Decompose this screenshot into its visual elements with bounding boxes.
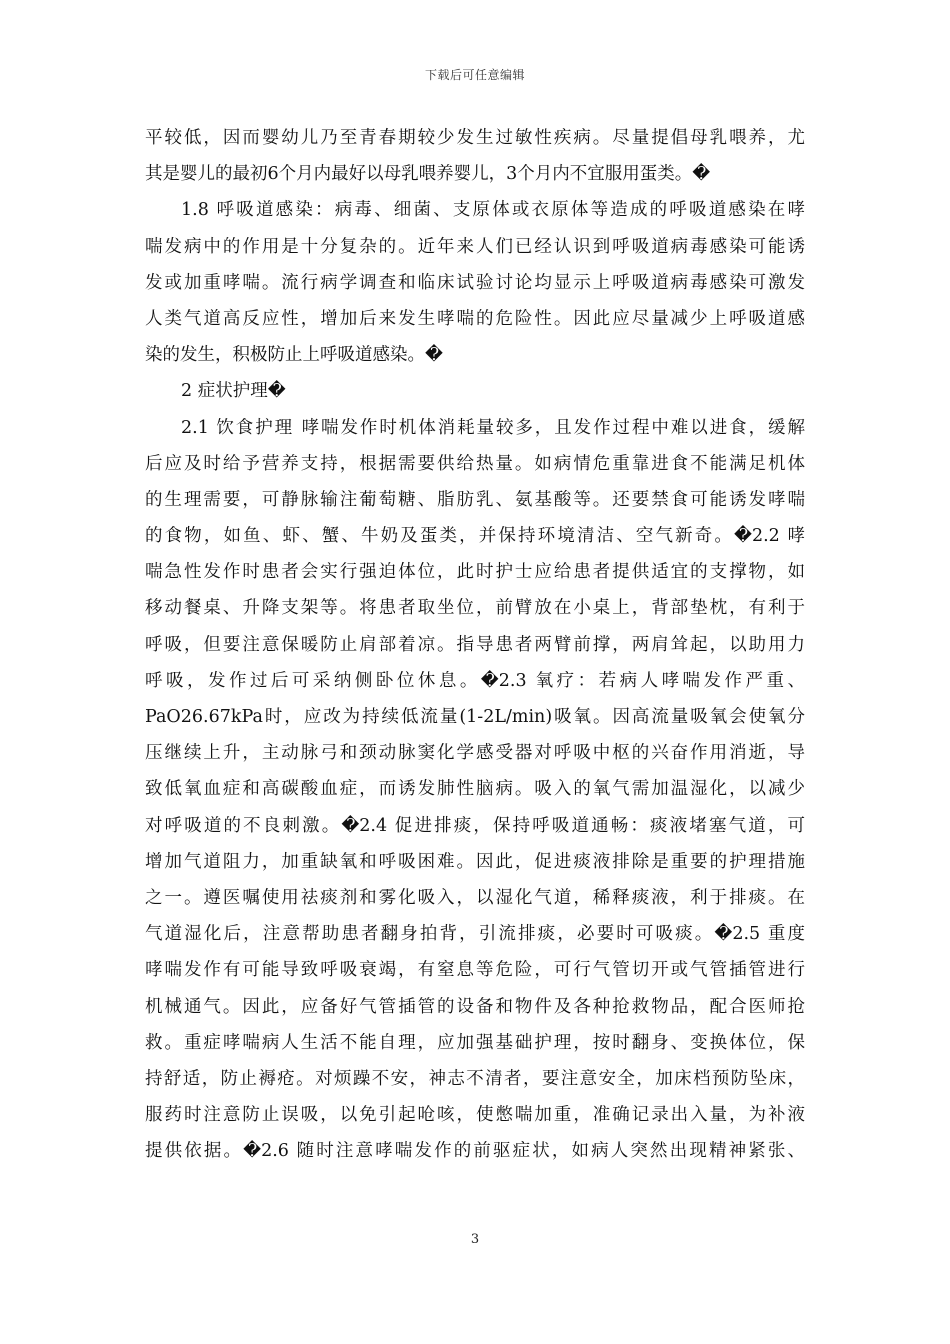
- text-line: 增加气道阻力，加重缺氧和呼吸困难。因此，促进痰液排除是重要的护理措施: [145, 851, 805, 872]
- text-line: 人类气道高反应性，增加后来发生哮喘的危险性。因此应尽量减少上呼吸道感: [145, 308, 805, 329]
- page-number: 3: [470, 1232, 480, 1247]
- text-line: 发或加重哮喘。流行病学调查和临床试验讨论均显示上呼吸道病毒感染可激发: [145, 272, 805, 293]
- text-line: 1.8 呼吸道感染：病毒、细菌、支原体或衣原体等造成的呼吸道感染在哮: [181, 200, 805, 221]
- text-line: 呼吸，但要注意保暖防止肩部着凉。指导患者两臂前撑，两肩耸起，以助用力: [145, 634, 805, 655]
- text-line: 致低氧血症和高碳酸血症，而诱发肺性脑病。吸入的氧气需加温湿化，以减少: [145, 779, 805, 800]
- text-line: 染的发生，积极防止上呼吸道感染。�: [145, 345, 443, 366]
- text-line: 平较低，因而婴幼儿乃至青春期较少发生过敏性疾病。尽量提倡母乳喂养，尤: [145, 128, 805, 148]
- text-line: 机械通气。因此，应备好气管插管的设备和物件及各种抢救物品，配合医师抢: [145, 996, 805, 1017]
- section-heading: 2 症状护理�: [181, 381, 286, 402]
- document-body: [145, 120, 805, 1169]
- text-line: 持舒适，防止褥疮。对烦躁不安，神志不清者，要注意安全，加床档预防坠床，: [145, 1068, 805, 1089]
- text-line: PaO26.67kPa时，应改为持续低流量(1-2L/min)吸氧。因高流量吸氧会使氧分: [145, 707, 805, 727]
- text-line: 2.1 饮食护理 哮喘发作时机体消耗量较多，且发作过程中难以进食，缓解: [181, 417, 805, 438]
- text-line: 气道湿化后，注意帮助患者翻身拍背，引流排痰，必要时可吸痰。�2.5 重度: [145, 924, 805, 945]
- text-line: 喘发病中的作用是十分复杂的。近年来人们已经认识到呼吸道病毒感染可能诱: [145, 236, 805, 257]
- text-line: 的生理需要，可静脉输注葡萄糖、脂肪乳、氨基酸等。还要禁食可能诱发哮喘: [145, 489, 805, 510]
- text-line: 之一。遵医嘱使用祛痰剂和雾化吸入，以湿化气道，稀释痰液，利于排痰。在: [145, 887, 805, 908]
- text-line: 呼吸，发作过后可采纳侧卧位休息。�2.3 氧疗：若病人哮喘发作严重、: [145, 670, 805, 691]
- text-line: 后应及时给予营养支持，根据需要供给热量。如病情危重靠进食不能满足机体: [145, 453, 805, 474]
- text-line: 压继续上升，主动脉弓和颈动脉窦化学感受器对呼吸中枢的兴奋作用消逝，导: [145, 743, 805, 764]
- text-line: 其是婴儿的最初6个月内最好以母乳喂养婴儿，3个月内不宜服用蛋类。�: [145, 164, 711, 185]
- text-line: 移动餐桌、升降支架等。将患者取坐位，前臂放在小桌上，背部垫枕，有利于: [145, 598, 805, 619]
- text-line: 哮喘发作有可能导致呼吸衰竭，有窒息等危险，可行气管切开或气管插管进行: [145, 960, 805, 981]
- text-line: 对呼吸道的不良刺激。�2.4 促进排痰，保持呼吸道通畅：痰液堵塞气道，可: [145, 815, 805, 836]
- text-line: 服药时注意防止误吸，以免引起呛咳，使憋喘加重，准确记录出入量，为补液: [145, 1105, 805, 1126]
- text-line: 提供依据。�2.6 随时注意哮喘发作的前驱症状，如病人突然出现精神紧张、: [145, 1141, 805, 1162]
- text-line: 的食物，如鱼、虾、蟹、牛奶及蛋类，并保持环境清洁、空气新奇。�2.2 哮: [145, 526, 805, 547]
- page-header: 下载后可任意编辑: [424, 68, 525, 82]
- text-line: 喘急性发作时患者会实行强迫体位，此时护士应给患者提供适宜的支撑物，如: [145, 562, 805, 583]
- text-line: 救。重症哮喘病人生活不能自理，应加强基础护理，按时翻身、变换体位，保: [145, 1032, 805, 1053]
